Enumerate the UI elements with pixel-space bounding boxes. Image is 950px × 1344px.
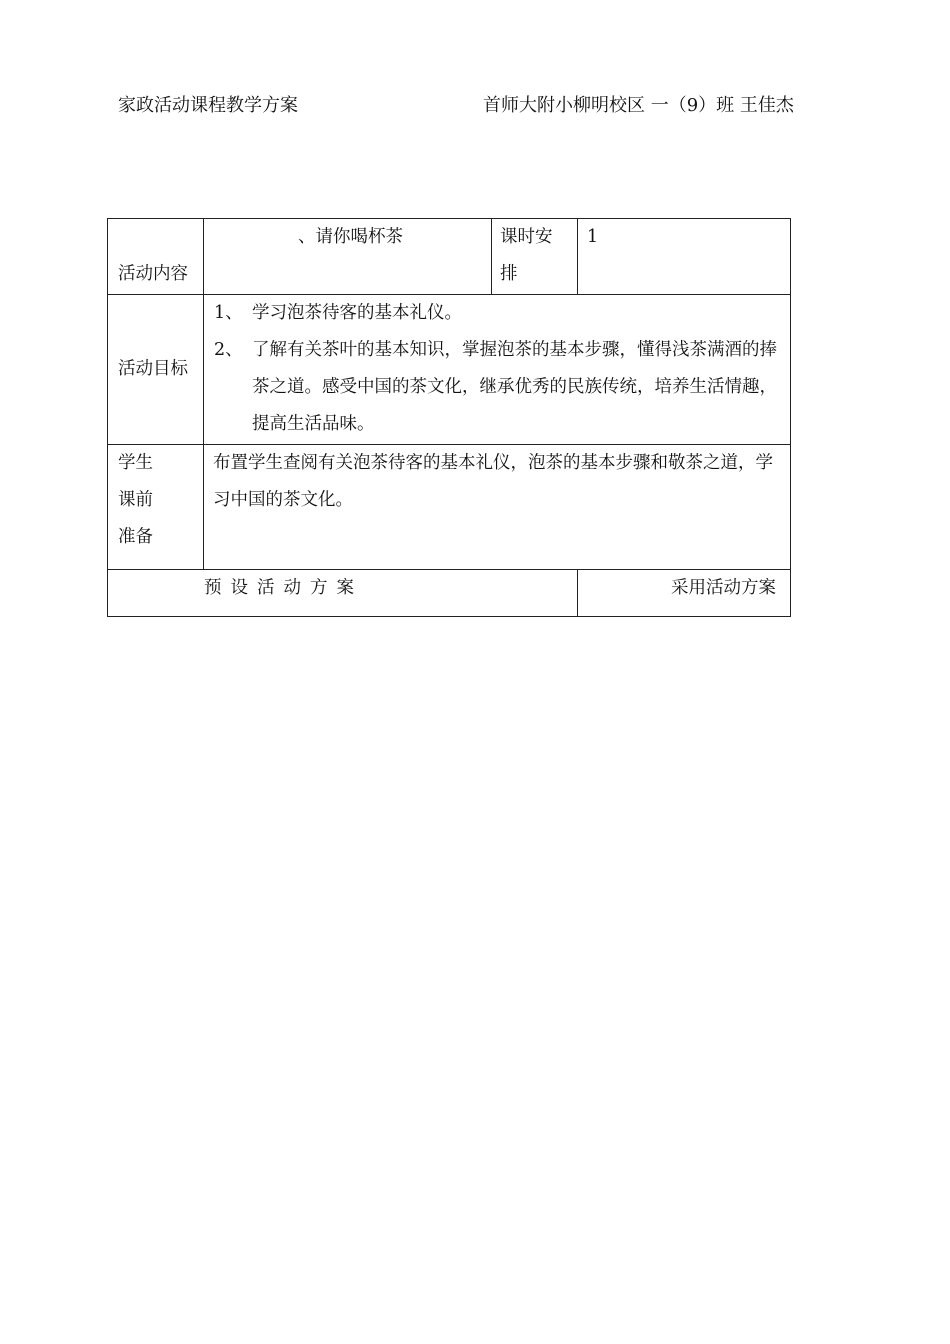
hours-label-cell xyxy=(492,219,578,295)
adopted-plan-heading: 采用活动方案 xyxy=(578,570,791,617)
activity-content-label: 活动内容 xyxy=(118,264,188,284)
prep-label-line2: 课前 xyxy=(118,490,153,510)
goal-label: 活动目标 xyxy=(108,295,204,445)
goal-number: 1、 xyxy=(214,303,243,323)
goal-list xyxy=(204,295,790,443)
goal-text: 学习泡茶待客的基本礼仪。 xyxy=(252,303,462,323)
goals-row xyxy=(108,295,791,445)
plan-header-row xyxy=(108,570,791,617)
lesson-plan-table xyxy=(107,218,791,617)
preset-plan-heading: 预设活动方案 xyxy=(108,570,578,617)
goal-item xyxy=(214,295,780,332)
prep-row xyxy=(108,445,791,570)
hours-value: 1 xyxy=(578,219,791,295)
prep-label-line1: 学生 xyxy=(118,453,153,473)
activity-title: 、请你喝杯茶 xyxy=(204,219,492,295)
hours-label-line1: 课时安 xyxy=(500,227,553,247)
goal-text: 了解有关茶叶的基本知识，掌握泡茶的基本步骤，懂得浅茶满酒的捧茶之道。感受中国的茶文化，继承优秀的民族传统，培养生活情趣，提高生活品味。 xyxy=(252,340,777,434)
goal-number: 2、 xyxy=(214,340,243,360)
prep-text: 布置学生查阅有关泡茶待客的基本礼仪，泡茶的基本步骤和敬茶之道，学习中国的茶文化。 xyxy=(204,445,791,570)
activity-content-row xyxy=(108,219,791,295)
document-title: 家政活动课程教学方案 xyxy=(118,95,298,116)
goals-cell xyxy=(204,295,791,445)
activity-content-label-cell xyxy=(108,219,204,295)
goal-item xyxy=(214,332,780,443)
prep-label-line3: 准备 xyxy=(118,527,153,547)
hours-label-line2: 排 xyxy=(500,264,518,284)
school-class-teacher: 首师大附小柳明校区 一（9）班 王佳杰 xyxy=(483,95,794,116)
prep-label-cell xyxy=(108,445,204,570)
